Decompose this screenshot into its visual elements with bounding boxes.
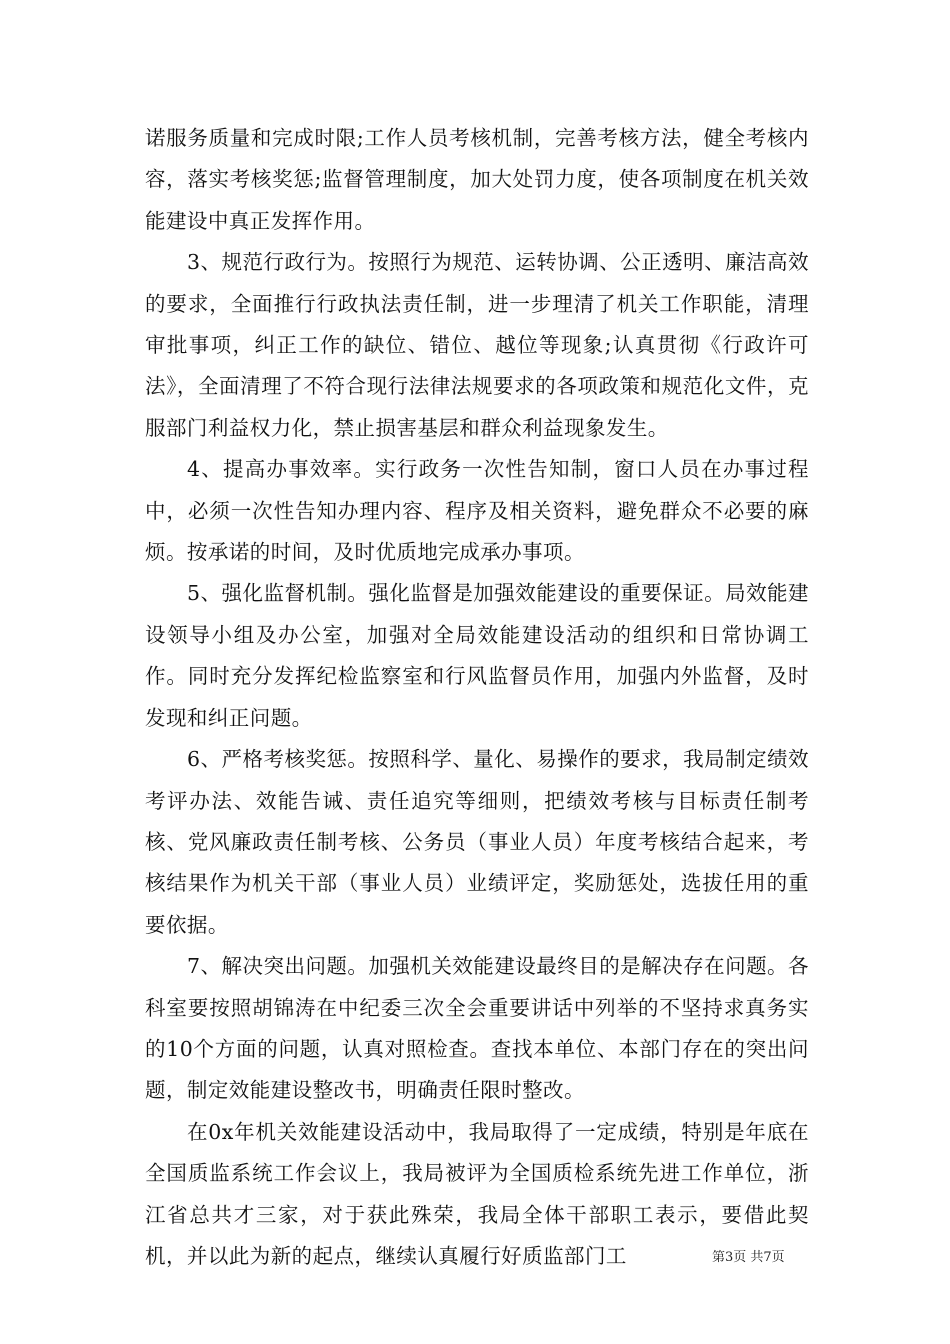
paragraph-item-3: 3、规范行政行为。按照行为规范、运转协调、公正透明、廉洁高效的要求，全面推行行政执法责任制，进一步理清了机关工作职能，清理审批事项，纠正工作的缺位、错位、越位等现象;认真贯彻《行政许可法》，全面清理了不符合现行法律法规要求的各项政策和规范化文件，克服部门利益权力化，禁止损害基层和群众利益现象发生。: [145, 250, 809, 440]
paragraph-achievements: 在0x年机关效能建设活动中，我局取得了一定成绩，特别是年底在全国质监系统工作会议上，我局被评为全国质检系统先进工作单位，浙江省总共才三家，对于获此殊荣，我局全体干部职工表示，要借此契机，并以此为新的起点，继续认真履行好质监部门工: [145, 1119, 809, 1268]
document-body: [145, 118, 809, 1277]
paragraph-item-6: 6、严格考核奖惩。按照科学、量化、易操作的要求，我局制定绩效考评办法、效能告诫、责任追究等细则，把绩效考核与目标责任制考核、党风廉政责任制考核、公务员（事业人员）年度考核结合起来，考核结果作为机关干部（事业人员）业绩评定，奖励惩处，选拔任用的重要依据。: [145, 747, 809, 937]
page-number-footer: 第3页 共7页: [712, 1250, 785, 1265]
paragraph-continued: 诺服务质量和完成时限;工作人员考核机制，完善考核方法，健全考核内容，落实考核奖惩;监督管理制度，加大处罚力度，使各项制度在机关效能建设中真正发挥作用。: [145, 126, 809, 233]
paragraph-item-4: 4、提高办事效率。实行政务一次性告知制，窗口人员在办事过程中，必须一次性告知办理内容、程序及相关资料，避免群众不必要的麻烦。按承诺的时间，及时优质地完成承办事项。: [145, 457, 809, 565]
paragraph-item-7: 7、解决突出问题。加强机关效能建设最终目的是解决存在问题。各科室要按照胡锦涛在中纪委三次全会重要讲话中列举的不坚持求真务实的10个方面的问题，认真对照检查。查找本单位、本部门存在的突出问题，制定效能建设整改书，明确责任限时整改。: [145, 954, 809, 1103]
paragraph-item-5: 5、强化监督机制。强化监督是加强效能建设的重要保证。局效能建设领导小组及办公室，加强对全局效能建设活动的组织和日常协调工作。同时充分发挥纪检监察室和行风监督员作用，加强内外监督，及时发现和纠正问题。: [145, 581, 809, 730]
